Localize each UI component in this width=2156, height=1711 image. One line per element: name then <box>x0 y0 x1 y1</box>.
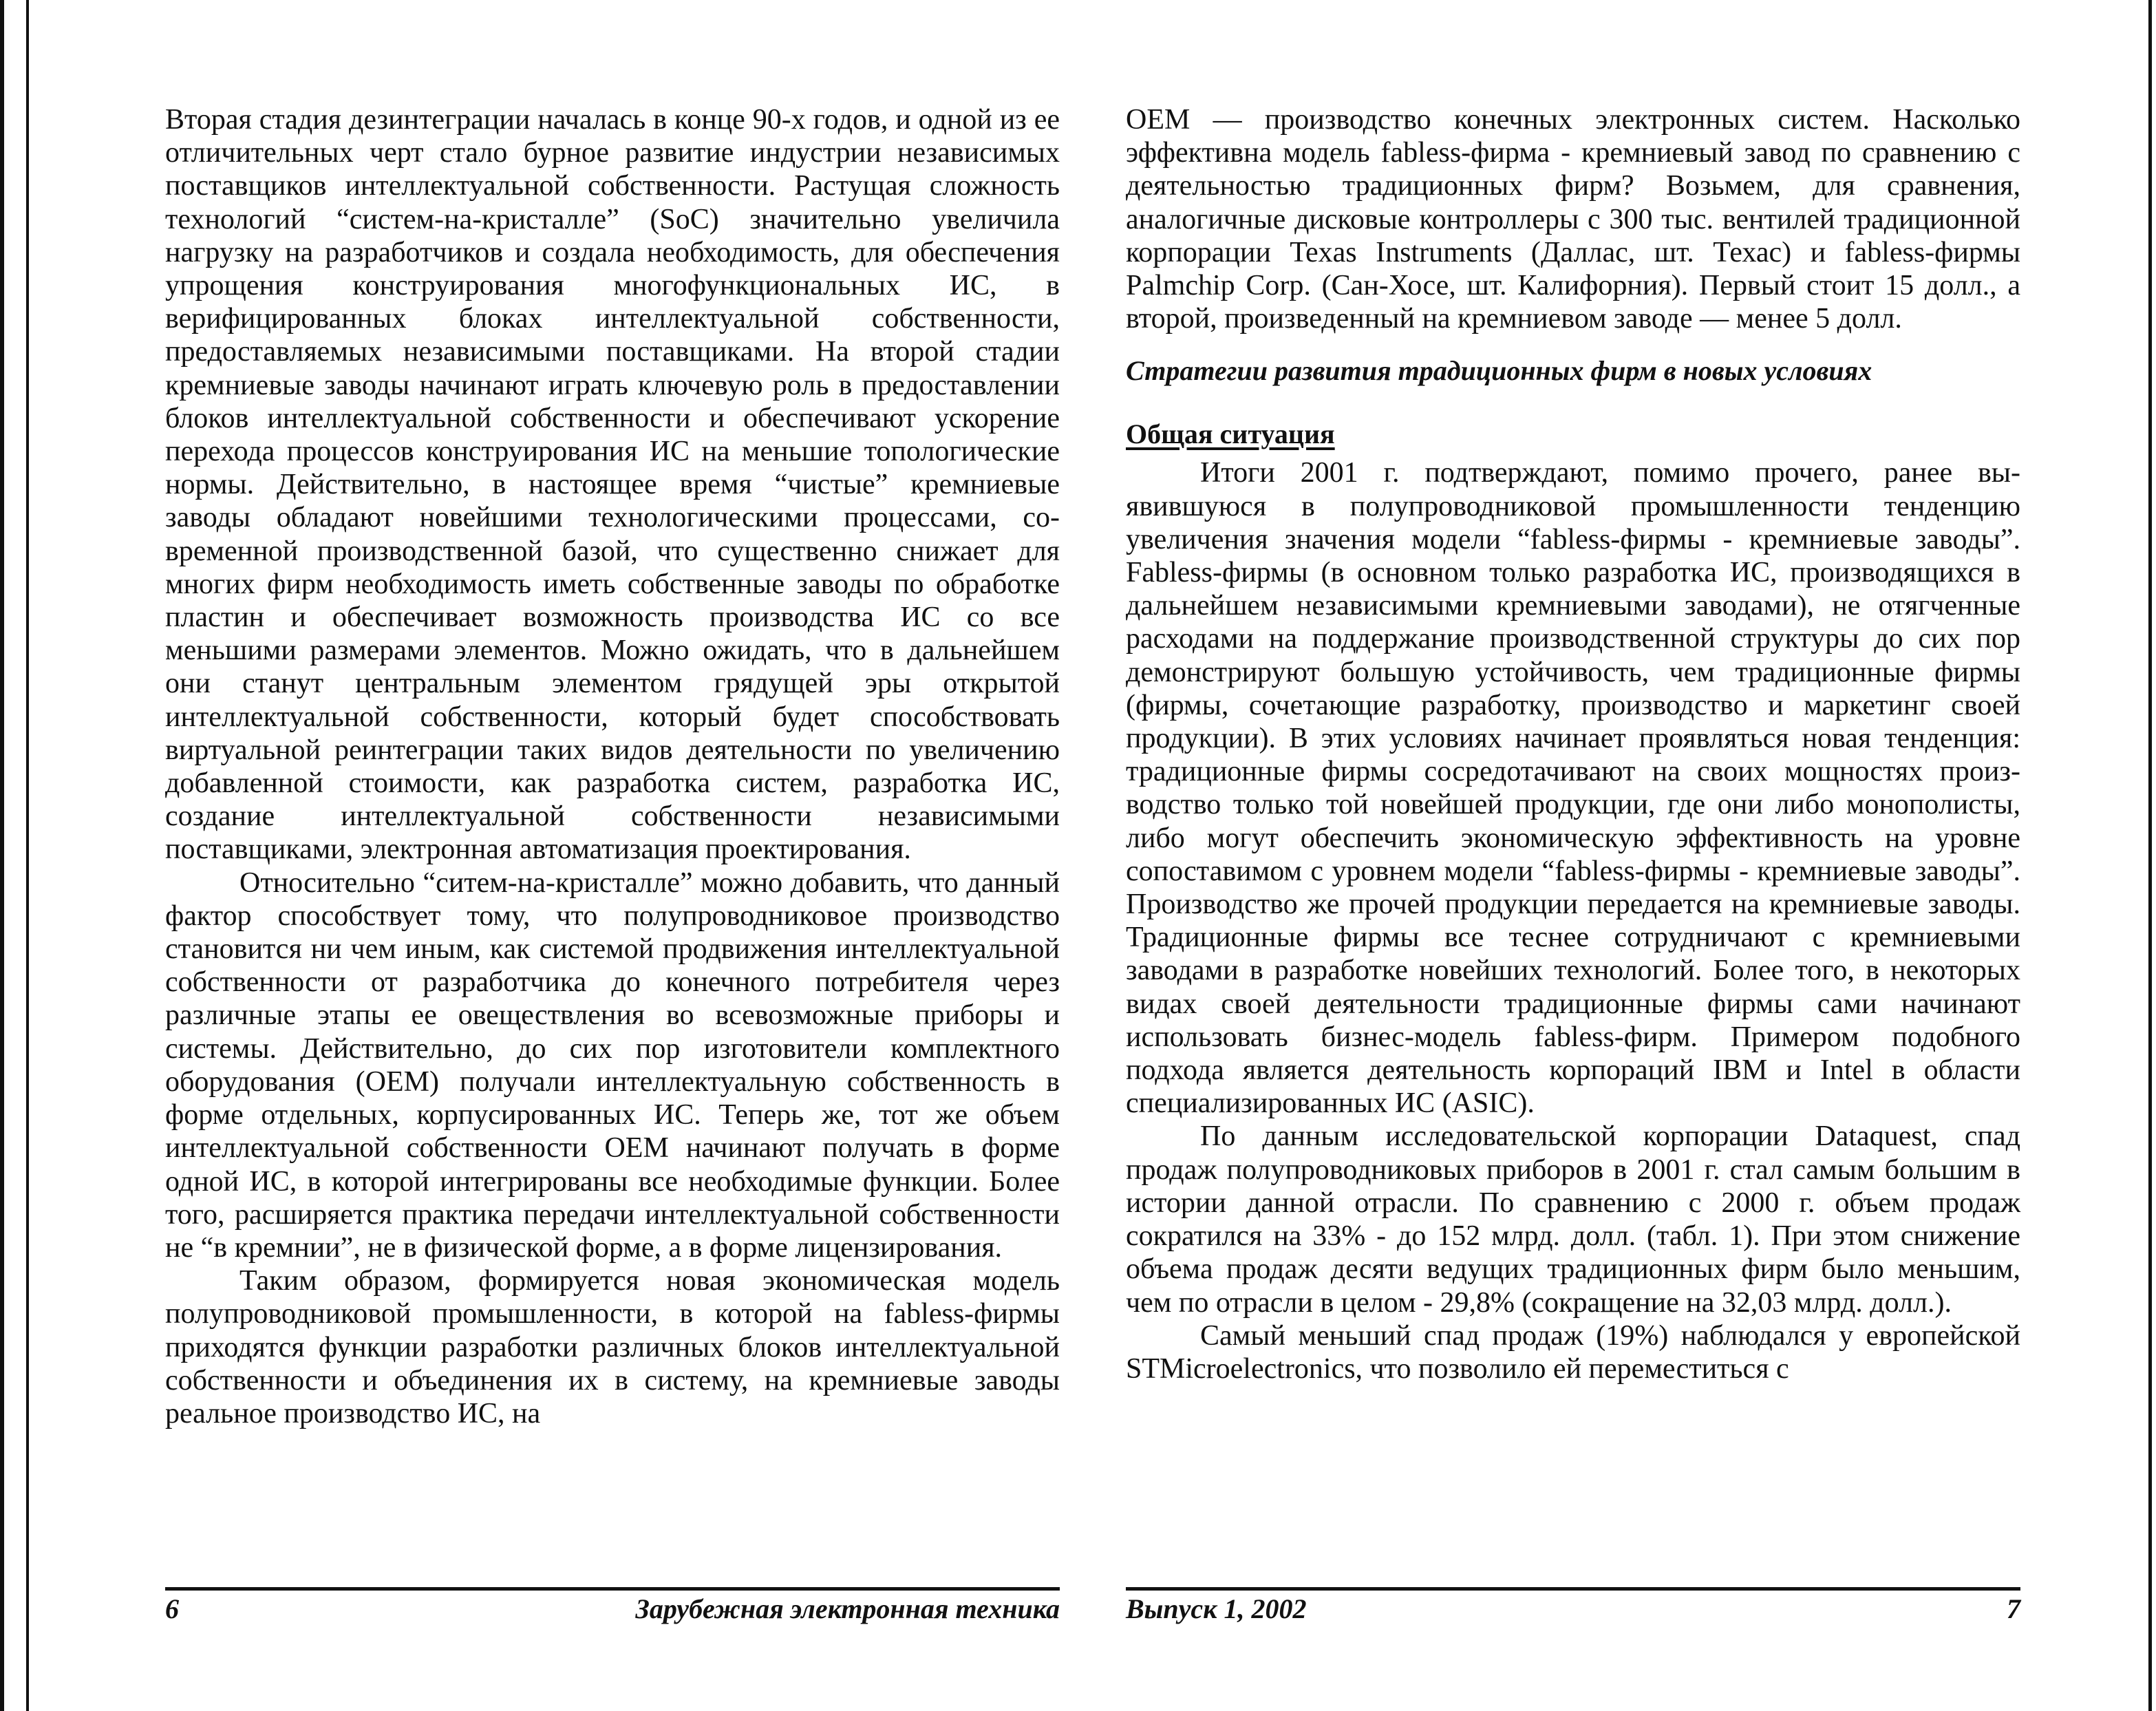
left-journal-title: Зарубежная электронная техника <box>635 1593 1060 1624</box>
right-intro-paragraph: OEM — производство конечных электронных систем. Насколько эффективна модель fabless-фирма - кремниевый завод по сравнению с деятельностью традиционных фирм? Возьмем, для сравнения, аналогичные дисковые контроллеры с 300 тыс. вентилей традиционной корпорации Texas Instruments (Даллас, шт. Техас) и fabless-фирмы Palmchip Corp. (Сан-Хосе, шт. Калифорния). Первый стоит 15 долл., а второй, произведенный на кремниевом заводе — менее 5 долл. <box>1126 104 2020 335</box>
scan-edge-left <box>0 0 4 1711</box>
left-paragraph-1: Вторая стадия дезинтеграции началась в конце 90-х годов, и одной из ее отличительных черт стало бурное развитие индустрии независимых поставщиков интеллектуальной собственности. Растущая сложность технологий “систем-на-кристалле” (SoC) значительно увеличила нагрузку на разработчиков и создала необходимость, для обеспечения упрощения конструирования многофункциональных ИС, в верифицированных блоках интеллектуальной собственности, предоставляемых независимыми поставщиками. На второй стадии кремниевые заводы начинают играть ключевую роль в предоставлении блоков интеллектуальной собственности и обеспечивают ускорение перехода процессов конструирования ИС на меньшие топологические нормы. Действительно, в настоящее время “чистые” кремниевые заводы обладают новейшими технологическими процессами, современной производственной базой, что существенно снижает для многих фирм необходимость иметь собственные заводы по обработке пластин и обеспечивает возможность производства ИС со все меньшими размерами элементов. Можно ожидать, что в дальнейшем они станут центральным элементом грядущей эры открытой интеллектуальной собственности, который будет способствовать виртуальной реинтеграции таких видов деятельности по увеличению добавленной стоимости, как разработка систем, разработка ИС, создание интеллектуальной собственности независимыми поставщиками, электронная автоматизация проектирования. <box>165 104 1060 866</box>
right-page-text <box>1126 103 2020 1385</box>
right-paragraph-1: Итоги 2001 г. подтверждают, помимо прочего, ранее выявившуюся в полупроводниковой промышленности тенденцию увеличения значения модели “fabless-фирмы - кремниевые заводы”. Fabless-фирмы (в основном только разработка ИС, производящихся в дальнейшем независимыми кремниевыми заводами), не отягченные расходами на поддержание производственной структуры до сих пор демонстрируют большую устойчивость, чем традиционные фирмы (фирмы, сочетающие разработку, производство и маркетинг своей продукции). В этих условиях начинает проявляться новая тенденция: традиционные фирмы сосредотачивают на своих мощностях производство только той новейшей продукции, где они либо монополисты, либо могут обеспечить экономическую эффективность на уровне сопоставимом с уровнем модели “fabless-фирмы - кремниевые заводы”. Производство же прочей продукции передается на кремниевые заводы. Традиционные фирмы все теснее сотрудничают с кремниевыми заводами в разработке новейших технологий. Более того, в некоторых видах своей деятельности традиционные фирмы сами начинают использовать бизнес-модель fabless-фирм. Примером подобного подхода является деятельность корпораций IBM и Intel в области специализированных ИС (ASIC). <box>1126 457 2020 1120</box>
subsection-title: Общая ситуация <box>1126 418 1335 450</box>
left-footer-rule <box>165 1587 1060 1591</box>
right-page-number: 7 <box>2007 1593 2020 1624</box>
right-paragraph-3: Самый меньший спад продаж (19%) наблюдался у европейской STMicroelectronics, что позволило ей переместиться с <box>1126 1319 2020 1385</box>
left-paragraph-3: Таким образом, формируется новая экономическая модель полупроводниковой промышленности, в которой на fabless-фирмы приходятся функции разработки различных блоков интеллектуальной собственности и объединения их в систему, на кремниевые заводы реальное производство ИС, на <box>165 1265 1060 1430</box>
section-title: Стратегии развития традиционных фирм в новых условиях <box>1126 355 1872 387</box>
scan-edge-right <box>2148 0 2152 1711</box>
left-paragraph-2: Относительно “ситем-на-кристалле” можно добавить, что данный фактор способствует тому, что полупроводниковое производство становится ни чем иным, как системой продвижения интеллектуальной собственности от разработчика до конечного потребителя через различные этапы ее овеществления во всевозможные приборы и системы. Действительно, до сих пор изготовители комплектного оборудования (OEM) получали интеллектуальную собственность в форме отдельных, корпусированных ИС. Теперь же, тот же объем интеллектуальной собственности OEM начинают получать в форме одной ИС, в которой интегрированы все необходимые функции. Более того, расширяется практика передачи интеллектуальной собственности не “в кремнии”, не в физической форме, а в форме лицензирования. <box>165 867 1060 1264</box>
right-issue-label: Выпуск 1, 2002 <box>1126 1593 1307 1624</box>
right-footer-rule <box>1126 1587 2020 1591</box>
left-page-text <box>165 103 1060 1430</box>
left-page-number: 6 <box>165 1593 179 1624</box>
scan-edge-left-inner <box>26 0 29 1711</box>
right-paragraph-2: По данным исследовательской корпорации Dataquest, спад продаж полупроводниковых приборов в 2001 г. стал самым большим в истории данной отрасли. По сравнению с 2000 г. объем продаж сократился на 33% - до 152 млрд. долл. (табл. 1). При этом снижение объема продаж десяти ведущих традиционных фирм было меньшим, чем по отрасли в целом - 29,8% (сокращение на 32,03 млрд. долл.). <box>1126 1120 2020 1319</box>
